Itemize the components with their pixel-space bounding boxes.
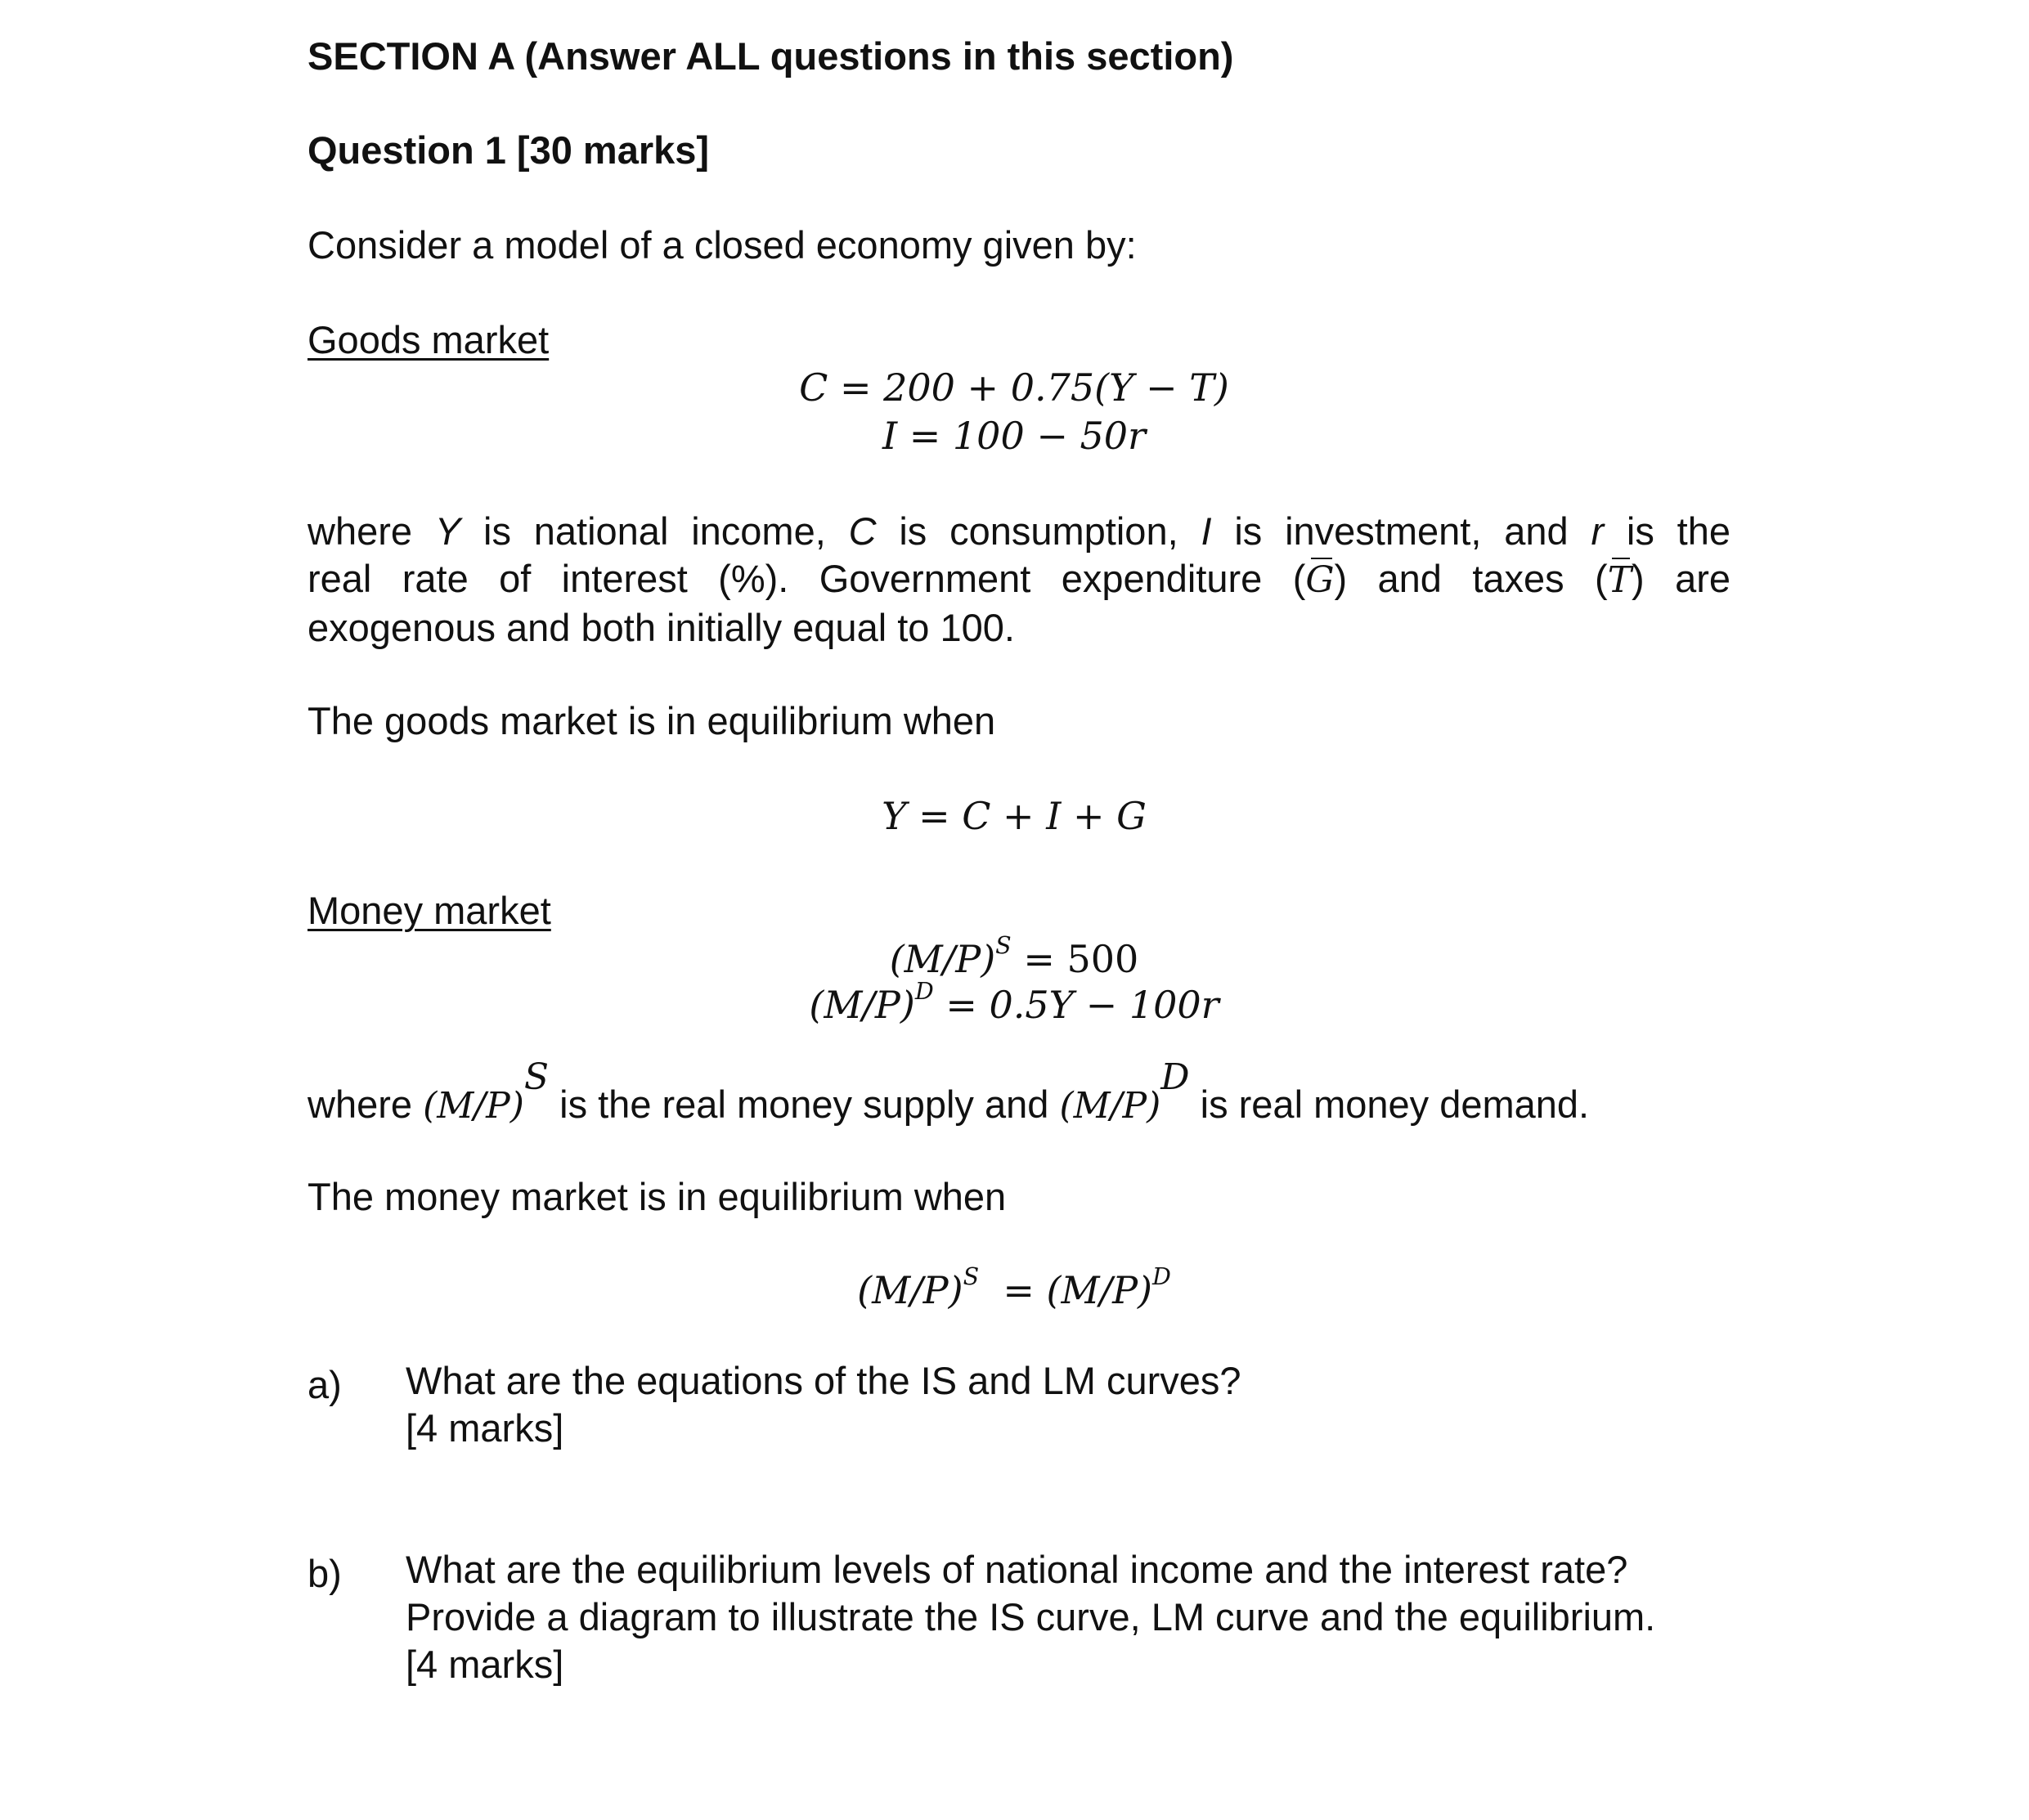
description-line-1 — [307, 508, 1730, 555]
consumption-equation: C = 200 + 0.75(Y − T) — [799, 365, 1229, 410]
part-a-label: a) — [307, 1363, 342, 1406]
question-heading: Question 1 [30 marks] — [307, 128, 710, 172]
part-a-line: What are the equations of the IS and LM curves? — [406, 1359, 1241, 1402]
text-fragment: is investment, and — [1234, 509, 1569, 553]
money-equilibrium-equation — [857, 1263, 1171, 1315]
part-b-line-2: Provide a diagram to illustrate the IS curve, LM curve and the equilibrium. — [406, 1595, 1656, 1638]
superscript-s: S — [523, 1056, 550, 1098]
money-demand-equation — [809, 978, 1219, 1029]
goods-equilibrium-intro: The goods market is in equilibrium when — [307, 699, 996, 742]
intro-text: Consider a model of a closed economy given by: — [307, 223, 1137, 267]
var-y: Y — [434, 509, 461, 553]
text-fragment: ) are — [1632, 557, 1731, 600]
text-fragment: is consumption, — [899, 509, 1178, 553]
goods-market-heading: Goods market — [307, 318, 550, 361]
goods-equilibrium-equation: Y = C + I + G — [882, 794, 1147, 838]
superscript-d: D — [914, 978, 934, 1006]
part-a-question — [406, 1357, 1241, 1452]
text-fragment: where — [307, 1083, 424, 1127]
math-fragment: (M/P) — [423, 1085, 524, 1127]
section-heading: SECTION A (Answer ALL questions in this section) — [307, 34, 1234, 78]
var-g-bar: G — [1305, 557, 1334, 604]
text-fragment: is national income, — [483, 509, 826, 553]
money-market-description — [307, 1056, 1590, 1129]
math-fragment: = 500 — [1011, 937, 1139, 981]
part-b-marks: [4 marks] — [406, 1643, 564, 1686]
superscript-s: S — [995, 932, 1012, 960]
var-t-bar: T — [1608, 557, 1632, 604]
text-fragment: is the real money supply and — [549, 1083, 1060, 1127]
math-fragment: (M/P) — [809, 983, 915, 1027]
text-fragment: where — [307, 509, 413, 553]
money-market-heading: Money market — [307, 889, 551, 932]
goods-market-description — [307, 508, 1730, 652]
money-supply-equation — [889, 932, 1139, 984]
math-fragment: (M/P) — [857, 1268, 963, 1312]
investment-equation: I = 100 − 50r — [882, 414, 1147, 458]
math-fragment: (M/P) — [889, 937, 996, 981]
text-fragment: ) and taxes ( — [1334, 557, 1608, 600]
var-c: C — [848, 509, 877, 553]
description-line-2 — [307, 555, 1730, 604]
var-i: I — [1201, 509, 1212, 553]
part-b-label: b) — [307, 1552, 342, 1595]
text-fragment: is real money demand. — [1189, 1083, 1590, 1127]
description-line-3: exogenous and both initially equal to 100. — [307, 606, 1015, 649]
var-r: r — [1591, 509, 1605, 553]
math-fragment: = 0.5Y − 100r — [933, 983, 1219, 1027]
part-b-question — [406, 1546, 1655, 1688]
math-fragment: (M/P) — [1059, 1085, 1161, 1127]
text-fragment: is the — [1626, 509, 1731, 553]
part-b-line-1: What are the equilibrium levels of national income and the interest rate? — [406, 1548, 1628, 1591]
superscript-s: S — [963, 1263, 980, 1291]
superscript-d: D — [1160, 1056, 1190, 1098]
text-fragment: real rate of interest (%). Government expenditure ( — [307, 557, 1306, 600]
math-fragment: = (M/P) — [979, 1268, 1152, 1312]
part-a-marks: [4 marks] — [406, 1406, 564, 1450]
money-equilibrium-intro: The money market is in equilibrium when — [307, 1175, 1007, 1218]
superscript-d: D — [1151, 1263, 1171, 1291]
